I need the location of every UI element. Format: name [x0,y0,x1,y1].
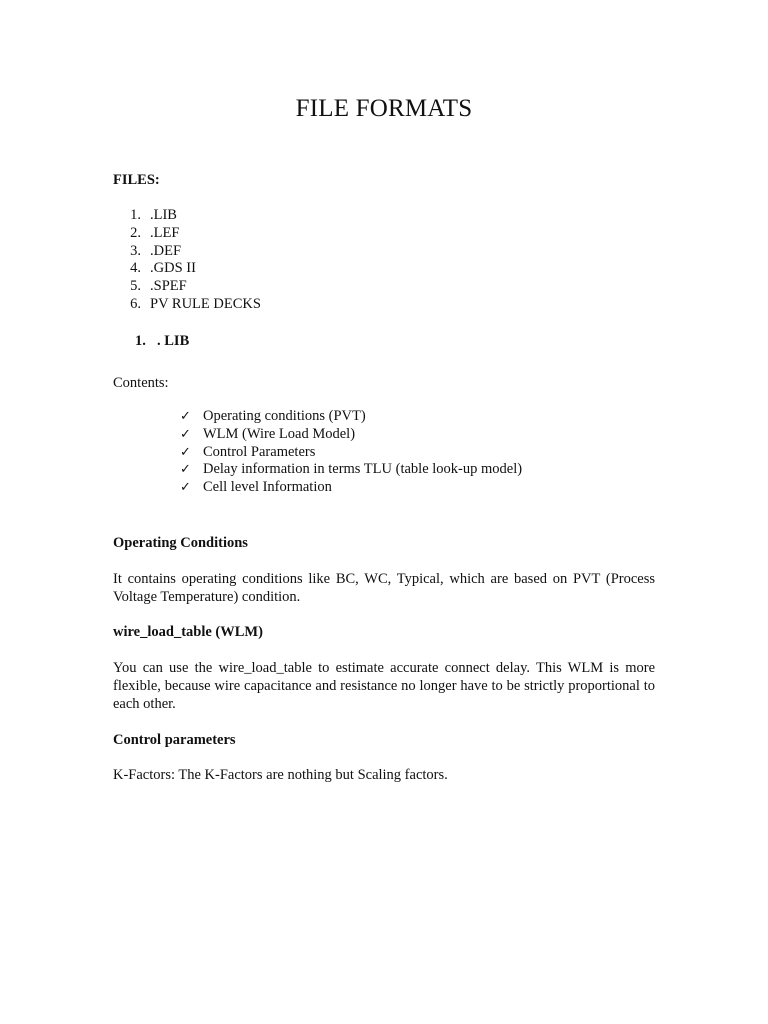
contents-label: Contents: [113,375,169,391]
check-icon: ✓ [180,409,191,424]
list-item [180,479,522,497]
list-item [180,444,522,462]
list-item-text: WLM (Wire Load Model) [203,425,356,442]
operating-conditions-paragraph: It contains operating conditions like BC, WC, Typical, which are based on PVT (Process Voltage Temperature) condition. [113,571,655,605]
list-item-text: PV RULE DECKS [150,295,261,312]
check-icon: ✓ [180,462,191,478]
control-parameters-paragraph: K-Factors: The K-Factors are nothing but Scaling factors. [113,767,448,783]
list-item-number: 5. [130,278,141,295]
list-item-number: 1. [130,207,141,223]
files-list [113,207,261,314]
list-item-text: Delay information in terms TLU (table look-up model) [203,461,523,478]
list-item-text: .LEF [150,224,180,241]
list-item [113,207,261,225]
list-item [113,243,261,261]
list-item [113,296,261,314]
list-item [180,408,522,426]
check-icon: ✓ [180,426,191,442]
list-item-text: .SPEF [150,278,187,295]
list-item-text: Operating conditions (PVT) [203,408,366,424]
list-item-text: .LIB [150,207,177,223]
document-title: FILE FORMATS [295,95,473,122]
files-heading: FILES: [113,172,160,188]
list-item-text: .DEF [150,242,182,259]
list-item-number: 4. [130,260,141,277]
list-item-text: Cell level Information [203,479,332,496]
list-item-number: 2. [130,224,141,241]
list-item [180,461,522,479]
control-parameters-heading: Control parameters [113,732,236,748]
section-heading-lib [135,332,189,350]
check-icon: ✓ [180,480,191,496]
section-number: 1. [135,333,146,349]
wlm-heading: wire_load_table (WLM) [113,624,263,640]
list-item [180,426,522,444]
list-item-text: .GDS II [150,260,196,277]
contents-list [180,408,522,497]
list-item-number: 6. [130,295,141,312]
list-item [113,278,261,296]
list-item-text: Control Parameters [203,443,316,460]
list-item-number: 3. [130,242,141,259]
section-title: . LIB [157,333,190,349]
list-item [113,225,261,243]
operating-conditions-heading: Operating Conditions [113,535,248,551]
check-icon: ✓ [180,444,191,460]
list-item [113,260,261,278]
wlm-paragraph: You can use the wire_load_table to estimate accurate connect delay. This WLM is more flexible, because wire capacitance and resistance no longer have to be strictly proportional to each other. [113,660,655,712]
